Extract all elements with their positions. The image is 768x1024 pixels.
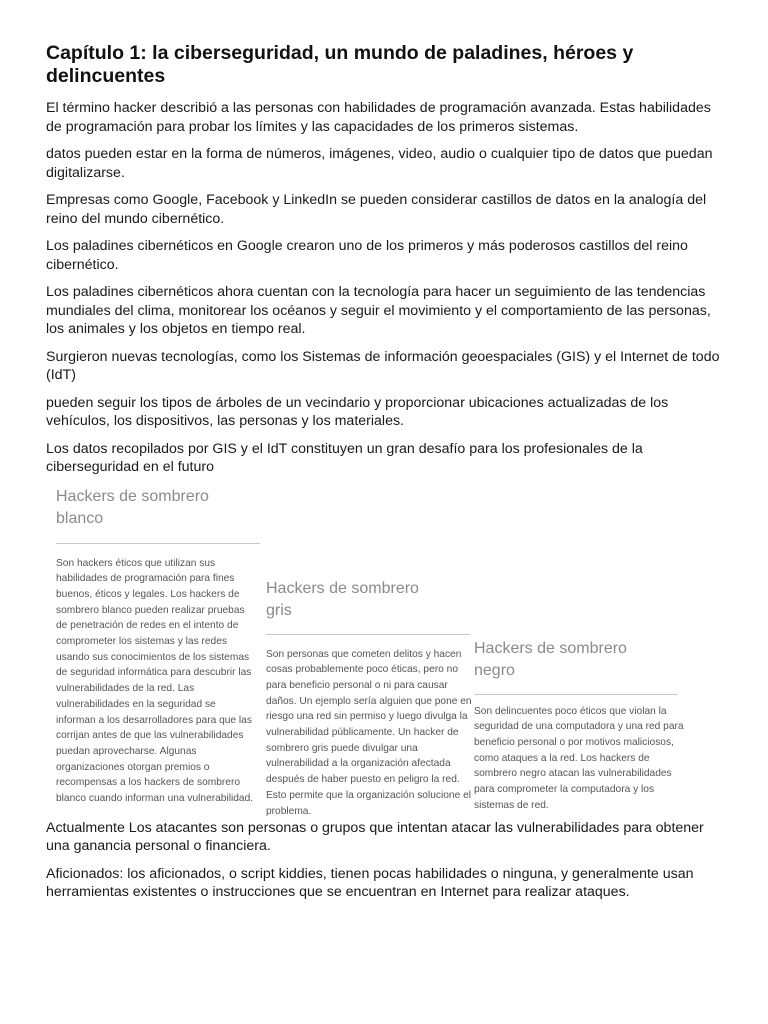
paragraph-tracking-technology: Los paladines cibernéticos ahora cuentan con la tecnología para hacer un seguimiento de las tendencias mundiales del clima, monitorear los océanos y seguir el movimiento y el comportamiento de las personas, los animales y los objetos en tiempo real. [46, 284, 711, 337]
paragraph-hacker-definition: El término hacker describió a las personas con habilidades de programación avanzada. Estas habilidades de programación para probar los límites y las capacidades de los primeros sistemas. [46, 100, 711, 135]
white-hat-column [56, 486, 268, 807]
paragraph-tracking-capabilities: pueden seguir los tipos de árboles de un vecindario y proporcionar ubicaciones actualizadas de los vehículos, los dispositivos, las personas y los materiales. [46, 394, 669, 429]
hacker-types-figure [48, 486, 688, 817]
black-hat-column [474, 638, 686, 814]
gray-hat-heading: Hackers de sombrero gris [266, 579, 419, 619]
gray-hat-column [266, 578, 476, 820]
paragraph-attackers: Actualmente Los atacantes son personas o grupos que intentan atacar las vulnerabilidades para obtener una ganancia personal o financiera. [46, 819, 704, 854]
white-hat-description: Son hackers éticos que utilizan sus habilidades de programación para fines buenos, éticos y legales. Los hackers de sombrero blanco pueden realizar pruebas de penetración de redes en el intento de comprometer los sistemas y las redes usando sus conocimientos de los sistemas de seguridad informática para descubrir las vulnerabilidades de la red. Las vulnerabilidades en la seguridad se informan a los desarrolladores para que las corrijan antes de que las vulnerabilidades puedan aprovecharse. Algunas organizaciones otorgan premios o recompensas a los hackers de sombrero blanco cuando informan una vulnerabilidad. [56, 557, 254, 805]
paragraph-new-technologies: Surgieron nuevas tecnologías, como los Sistemas de información geoespaciales (GIS) y el Internet de todo (IdT) [46, 348, 720, 383]
black-hat-divider [474, 694, 678, 695]
document-page [46, 42, 722, 911]
chapter-title: Capítulo 1: la ciberseguridad, un mundo de paladines, héroes y delincuentes [46, 42, 634, 87]
black-hat-heading: Hackers de sombrero negro [474, 639, 627, 679]
white-hat-heading: Hackers de sombrero blanco [56, 487, 209, 527]
gray-hat-divider [266, 634, 470, 635]
paragraph-future-challenge: Los datos recopilados por GIS y el IdT constituyen un gran desafío para los profesionales de la ciberseguridad en el futuro [46, 440, 643, 475]
gray-hat-description: Son personas que cometen delitos y hacen cosas probablemente poco éticas, pero no para beneficio personal o ni para causar daños. Un ejemplo sería alguien que pone en riesgo una red sin permiso y luego divulga la vulnerabilidad públicamente. Un hacker de sombrero gris puede divulgar una vulnerabilidad a la organización afectada después de haber puesto en peligro la red. Esto permite que la organización solucione el problema. [266, 648, 472, 817]
paragraph-script-kiddies: Aficionados: los aficionados, o script kiddies, tienen pocas habilidades o ninguna, y generalmente usan herramientas existentes o instrucciones que se encuentran en Internet para realizar ataques. [46, 865, 694, 900]
black-hat-description: Son delincuentes poco éticos que violan la seguridad de una computadora y una red para beneficio personal o por motivos maliciosos, como ataques a la red. Los hackers de sombrero negro atacan las vulnerabilidades para comprometer la computadora y los sistemas de red. [474, 705, 684, 811]
paragraph-data-forms: datos pueden estar en la forma de números, imágenes, video, audio o cualquier tipo de datos que puedan digitalizarse. [46, 146, 713, 181]
paragraph-google-paladins: Los paladines cibernéticos en Google crearon uno de los primeros y más poderosos castillos del reino cibernético. [46, 238, 688, 273]
paragraph-data-castles: Empresas como Google, Facebook y LinkedIn se pueden considerar castillos de datos en la analogía del reino del mundo cibernético. [46, 192, 707, 227]
white-hat-divider [56, 543, 260, 544]
